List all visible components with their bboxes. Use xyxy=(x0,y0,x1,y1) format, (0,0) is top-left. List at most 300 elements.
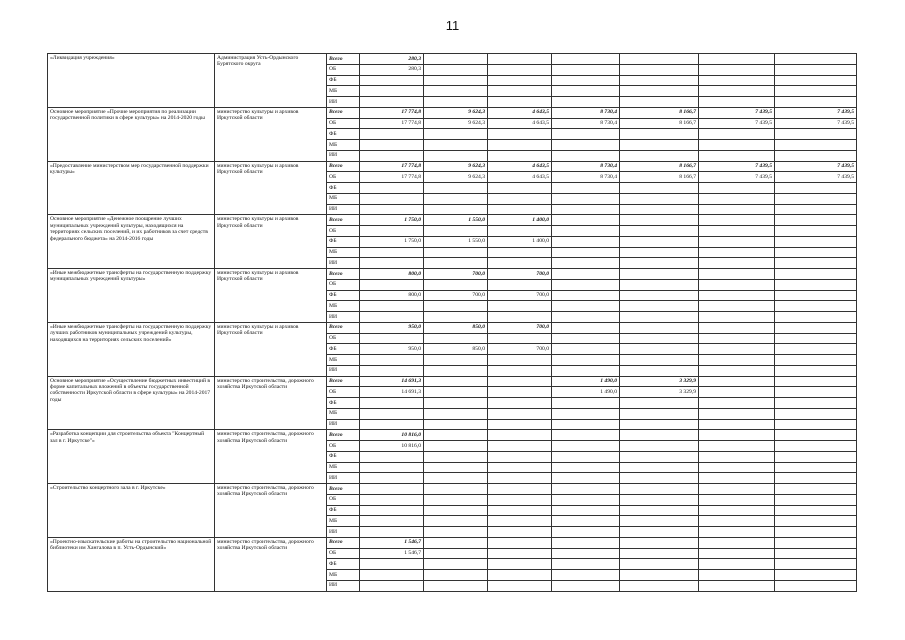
funding-source-cell: Всего xyxy=(327,322,360,333)
funding-source-cell: МБ xyxy=(327,408,360,419)
amount-cell xyxy=(424,398,488,409)
amount-cell xyxy=(620,97,699,108)
amount-cell xyxy=(488,86,552,97)
funding-source-cell: ОБ xyxy=(327,387,360,398)
amount-cell: 7 439,5 xyxy=(699,107,775,118)
amount-cell xyxy=(424,570,488,581)
amount-cell xyxy=(552,193,620,204)
amount-cell xyxy=(360,451,424,462)
amount-cell xyxy=(699,129,775,140)
executor-cell: министерство культуры и архивов Иркутской области xyxy=(215,322,327,376)
funding-source-cell: ФБ xyxy=(327,75,360,86)
funding-source-cell: ОБ xyxy=(327,226,360,237)
amount-cell: 800,0 xyxy=(360,290,424,301)
amount-cell xyxy=(424,494,488,505)
amount-cell xyxy=(699,97,775,108)
amount-cell xyxy=(552,204,620,215)
budget-table xyxy=(47,53,857,592)
amount-cell xyxy=(360,204,424,215)
amount-cell xyxy=(488,548,552,559)
amount-cell xyxy=(775,290,857,301)
amount-cell: 4 643,5 xyxy=(488,107,552,118)
amount-cell xyxy=(424,279,488,290)
amount-cell xyxy=(360,183,424,194)
amount-cell xyxy=(699,269,775,280)
amount-cell: 700,0 xyxy=(424,269,488,280)
amount-cell: 9 624,3 xyxy=(424,118,488,129)
amount-cell xyxy=(552,140,620,151)
amount-cell xyxy=(424,408,488,419)
amount-cell xyxy=(620,419,699,430)
amount-cell xyxy=(699,398,775,409)
amount-cell xyxy=(488,430,552,441)
amount-cell xyxy=(775,97,857,108)
amount-cell xyxy=(552,473,620,484)
amount-cell xyxy=(552,269,620,280)
amount-cell: 4 643,5 xyxy=(488,172,552,183)
amount-cell xyxy=(699,419,775,430)
amount-cell xyxy=(424,54,488,65)
amount-cell xyxy=(552,505,620,516)
amount-cell xyxy=(488,312,552,323)
amount-cell xyxy=(552,333,620,344)
amount-cell xyxy=(620,236,699,247)
amount-cell xyxy=(699,312,775,323)
executor-cell: министерство строительства, дорожного хозяйства Иркутской области xyxy=(215,484,327,538)
amount-cell xyxy=(699,462,775,473)
amount-cell xyxy=(775,86,857,97)
amount-cell xyxy=(360,279,424,290)
amount-cell xyxy=(552,484,620,495)
amount-cell xyxy=(424,193,488,204)
amount-cell xyxy=(360,559,424,570)
activity-name-cell: «Ликвидация учреждения» xyxy=(48,54,215,108)
amount-cell xyxy=(488,226,552,237)
funding-source-cell: ФБ xyxy=(327,451,360,462)
amount-cell xyxy=(488,419,552,430)
funding-source-cell: ОБ xyxy=(327,548,360,559)
amount-cell xyxy=(775,215,857,226)
amount-cell xyxy=(424,312,488,323)
amount-cell xyxy=(552,183,620,194)
amount-cell xyxy=(620,494,699,505)
amount-cell xyxy=(552,322,620,333)
amount-cell xyxy=(775,408,857,419)
amount-cell xyxy=(775,387,857,398)
amount-cell: 1 400,0 xyxy=(488,215,552,226)
amount-cell xyxy=(488,451,552,462)
executor-cell: министерство культуры и архивов Иркутской области xyxy=(215,107,327,161)
amount-cell xyxy=(620,269,699,280)
amount-cell xyxy=(488,97,552,108)
amount-cell: 8 730,4 xyxy=(552,107,620,118)
amount-cell xyxy=(488,140,552,151)
funding-source-cell: МБ xyxy=(327,462,360,473)
amount-cell xyxy=(552,86,620,97)
amount-cell xyxy=(775,430,857,441)
amount-cell xyxy=(488,54,552,65)
funding-source-cell: МБ xyxy=(327,140,360,151)
amount-cell xyxy=(775,355,857,366)
amount-cell xyxy=(775,473,857,484)
amount-cell xyxy=(552,54,620,65)
amount-cell xyxy=(620,537,699,548)
amount-cell: 14 691,3 xyxy=(360,376,424,387)
funding-source-cell: ИИ xyxy=(327,419,360,430)
amount-cell xyxy=(552,570,620,581)
amount-cell xyxy=(620,441,699,452)
amount-cell xyxy=(699,183,775,194)
amount-cell xyxy=(775,570,857,581)
amount-cell xyxy=(620,193,699,204)
amount-cell xyxy=(775,344,857,355)
amount-cell xyxy=(775,140,857,151)
amount-cell xyxy=(424,183,488,194)
amount-cell xyxy=(775,301,857,312)
amount-cell xyxy=(424,419,488,430)
amount-cell xyxy=(424,441,488,452)
amount-cell: 700,0 xyxy=(488,290,552,301)
amount-cell: 7 439,5 xyxy=(775,107,857,118)
funding-source-cell: МБ xyxy=(327,570,360,581)
amount-cell xyxy=(424,150,488,161)
amount-cell xyxy=(620,548,699,559)
amount-cell: 700,0 xyxy=(488,344,552,355)
table-row-total xyxy=(48,161,857,172)
amount-cell xyxy=(552,75,620,86)
amount-cell xyxy=(424,301,488,312)
funding-source-cell: Всего xyxy=(327,215,360,226)
amount-cell xyxy=(552,64,620,75)
amount-cell xyxy=(360,462,424,473)
funding-source-cell: ФБ xyxy=(327,129,360,140)
amount-cell xyxy=(620,527,699,538)
amount-cell xyxy=(552,312,620,323)
amount-cell xyxy=(620,140,699,151)
amount-cell xyxy=(552,537,620,548)
amount-cell xyxy=(424,387,488,398)
amount-cell xyxy=(360,97,424,108)
amount-cell: 280,3 xyxy=(360,54,424,65)
funding-source-cell: Всего xyxy=(327,54,360,65)
amount-cell xyxy=(552,516,620,527)
amount-cell xyxy=(424,484,488,495)
table-row-total xyxy=(48,376,857,387)
amount-cell xyxy=(620,279,699,290)
amount-cell xyxy=(360,140,424,151)
amount-cell xyxy=(552,301,620,312)
amount-cell xyxy=(699,537,775,548)
amount-cell: 950,0 xyxy=(360,322,424,333)
amount-cell xyxy=(424,430,488,441)
executor-cell: министерство строительства, дорожного хозяйства Иркутской области xyxy=(215,376,327,430)
amount-cell xyxy=(775,333,857,344)
amount-cell xyxy=(552,494,620,505)
funding-source-cell: ИИ xyxy=(327,365,360,376)
amount-cell: 950,0 xyxy=(360,344,424,355)
amount-cell xyxy=(488,527,552,538)
amount-cell xyxy=(775,75,857,86)
amount-cell xyxy=(488,258,552,269)
table-row-total xyxy=(48,484,857,495)
amount-cell xyxy=(360,398,424,409)
amount-cell xyxy=(699,236,775,247)
amount-cell xyxy=(552,462,620,473)
amount-cell xyxy=(699,193,775,204)
activity-name-cell: «Предоставление министерством мер государственной поддержки культуры» xyxy=(48,161,215,215)
amount-cell: 10 816,0 xyxy=(360,430,424,441)
executor-cell: министерство строительства, дорожного хозяйства Иркутской области xyxy=(215,537,327,591)
amount-cell xyxy=(424,97,488,108)
amount-cell xyxy=(775,451,857,462)
amount-cell xyxy=(360,494,424,505)
amount-cell xyxy=(620,451,699,462)
amount-cell xyxy=(488,247,552,258)
funding-source-cell: Всего xyxy=(327,161,360,172)
amount-cell: 1 546,7 xyxy=(360,537,424,548)
funding-source-cell: ОБ xyxy=(327,494,360,505)
funding-source-cell: ФБ xyxy=(327,398,360,409)
amount-cell xyxy=(775,494,857,505)
amount-cell xyxy=(552,258,620,269)
funding-source-cell: ИИ xyxy=(327,204,360,215)
amount-cell xyxy=(424,505,488,516)
funding-source-cell: ФБ xyxy=(327,559,360,570)
amount-cell xyxy=(552,226,620,237)
amount-cell xyxy=(488,559,552,570)
amount-cell xyxy=(552,398,620,409)
funding-source-cell: ИИ xyxy=(327,97,360,108)
funding-source-cell: ФБ xyxy=(327,290,360,301)
amount-cell xyxy=(488,279,552,290)
amount-cell: 8 166,7 xyxy=(620,107,699,118)
amount-cell xyxy=(699,527,775,538)
amount-cell xyxy=(775,54,857,65)
table-row-total xyxy=(48,215,857,226)
funding-source-cell: ФБ xyxy=(327,183,360,194)
amount-cell xyxy=(620,333,699,344)
amount-cell xyxy=(775,258,857,269)
funding-source-cell: МБ xyxy=(327,516,360,527)
amount-cell xyxy=(699,290,775,301)
amount-cell xyxy=(775,193,857,204)
amount-cell: 8 166,7 xyxy=(620,161,699,172)
executor-cell: министерство строительства, дорожного хозяйства Иркутской области xyxy=(215,430,327,484)
amount-cell xyxy=(488,408,552,419)
amount-cell xyxy=(775,580,857,591)
funding-source-cell: ИИ xyxy=(327,473,360,484)
amount-cell xyxy=(620,430,699,441)
amount-cell xyxy=(775,398,857,409)
funding-source-cell: МБ xyxy=(327,193,360,204)
amount-cell xyxy=(488,129,552,140)
amount-cell xyxy=(424,548,488,559)
amount-cell xyxy=(775,537,857,548)
amount-cell xyxy=(620,516,699,527)
funding-source-cell: Всего xyxy=(327,376,360,387)
amount-cell: 1 550,0 xyxy=(424,215,488,226)
amount-cell xyxy=(424,376,488,387)
funding-source-cell: МБ xyxy=(327,247,360,258)
funding-source-cell: ИИ xyxy=(327,527,360,538)
funding-source-cell: ФБ xyxy=(327,505,360,516)
amount-cell xyxy=(360,301,424,312)
funding-source-cell: Всего xyxy=(327,107,360,118)
amount-cell xyxy=(775,376,857,387)
amount-cell xyxy=(488,376,552,387)
amount-cell xyxy=(488,516,552,527)
amount-cell: 700,0 xyxy=(424,290,488,301)
funding-source-cell: ИИ xyxy=(327,312,360,323)
amount-cell xyxy=(699,451,775,462)
executor-cell: министерство культуры и архивов Иркутской области xyxy=(215,269,327,323)
amount-cell: 7 439,5 xyxy=(775,172,857,183)
amount-cell xyxy=(424,247,488,258)
amount-cell xyxy=(424,537,488,548)
activity-name-cell: Основное мероприятие «Прочие мероприятия по реализации государственной политики в сфере культуры» на 2014-2020 годы xyxy=(48,107,215,161)
amount-cell xyxy=(552,215,620,226)
amount-cell: 17 774,8 xyxy=(360,172,424,183)
activity-name-cell: «Строительство концертного зала в г. Иркутске» xyxy=(48,484,215,538)
amount-cell xyxy=(620,301,699,312)
amount-cell xyxy=(699,580,775,591)
amount-cell: 1 750,0 xyxy=(360,236,424,247)
amount-cell xyxy=(360,505,424,516)
amount-cell xyxy=(775,247,857,258)
amount-cell xyxy=(552,279,620,290)
amount-cell xyxy=(699,559,775,570)
amount-cell xyxy=(552,419,620,430)
amount-cell xyxy=(552,441,620,452)
funding-source-cell: ФБ xyxy=(327,344,360,355)
amount-cell xyxy=(620,408,699,419)
amount-cell xyxy=(424,226,488,237)
amount-cell: 8 730,4 xyxy=(552,161,620,172)
amount-cell xyxy=(620,580,699,591)
amount-cell xyxy=(775,527,857,538)
funding-source-cell: ИИ xyxy=(327,580,360,591)
amount-cell xyxy=(552,580,620,591)
amount-cell xyxy=(424,64,488,75)
amount-cell xyxy=(488,64,552,75)
amount-cell xyxy=(775,559,857,570)
amount-cell xyxy=(775,516,857,527)
amount-cell xyxy=(620,204,699,215)
amount-cell xyxy=(424,516,488,527)
amount-cell xyxy=(620,365,699,376)
amount-cell xyxy=(699,441,775,452)
amount-cell xyxy=(775,129,857,140)
amount-cell xyxy=(775,462,857,473)
amount-cell xyxy=(620,150,699,161)
amount-cell: 1 750,0 xyxy=(360,215,424,226)
amount-cell xyxy=(775,322,857,333)
amount-cell xyxy=(424,527,488,538)
amount-cell: 17 774,8 xyxy=(360,107,424,118)
amount-cell xyxy=(488,473,552,484)
amount-cell xyxy=(620,355,699,366)
amount-cell xyxy=(620,462,699,473)
funding-source-cell: ОБ xyxy=(327,64,360,75)
amount-cell xyxy=(775,204,857,215)
amount-cell xyxy=(699,226,775,237)
amount-cell xyxy=(620,258,699,269)
amount-cell: 1 546,7 xyxy=(360,548,424,559)
amount-cell: 1 490,0 xyxy=(552,376,620,387)
amount-cell xyxy=(699,279,775,290)
amount-cell: 8 730,4 xyxy=(552,118,620,129)
funding-source-cell: МБ xyxy=(327,86,360,97)
table-row-total xyxy=(48,54,857,65)
amount-cell xyxy=(552,365,620,376)
amount-cell: 1 550,0 xyxy=(424,236,488,247)
activity-name-cell: «Иные межбюджетные трансферты на государственную поддержку лучших работников муниципальных учреждений культуры, находящихся на территориях сельских поселений» xyxy=(48,322,215,376)
amount-cell xyxy=(620,559,699,570)
amount-cell: 7 439,5 xyxy=(699,161,775,172)
amount-cell xyxy=(620,344,699,355)
amount-cell xyxy=(620,64,699,75)
amount-cell xyxy=(488,398,552,409)
amount-cell xyxy=(552,290,620,301)
funding-source-cell: ИИ xyxy=(327,150,360,161)
amount-cell xyxy=(620,54,699,65)
table-row-total xyxy=(48,269,857,280)
funding-source-cell: ОБ xyxy=(327,279,360,290)
activity-name-cell: Основное мероприятие «Денежное поощрение лучших муниципальных учреждений культуры, находящихся на территориях сельских поселений, и их работников за счет средств федерального бюджета» на 2014-2016 годы xyxy=(48,215,215,269)
table-row-total xyxy=(48,107,857,118)
amount-cell xyxy=(360,355,424,366)
amount-cell xyxy=(360,365,424,376)
amount-cell xyxy=(360,312,424,323)
amount-cell xyxy=(488,193,552,204)
amount-cell xyxy=(699,548,775,559)
amount-cell xyxy=(775,505,857,516)
amount-cell: 4 643,5 xyxy=(488,161,552,172)
executor-cell: министерство культуры и архивов Иркутской области xyxy=(215,215,327,269)
amount-cell xyxy=(424,365,488,376)
amount-cell xyxy=(360,419,424,430)
amount-cell: 700,0 xyxy=(488,322,552,333)
amount-cell xyxy=(699,333,775,344)
amount-cell xyxy=(424,129,488,140)
amount-cell xyxy=(488,150,552,161)
amount-cell xyxy=(552,150,620,161)
table-row-total xyxy=(48,322,857,333)
amount-cell xyxy=(424,75,488,86)
funding-source-cell: Всего xyxy=(327,269,360,280)
amount-cell xyxy=(360,193,424,204)
amount-cell: 9 624,3 xyxy=(424,172,488,183)
amount-cell xyxy=(488,441,552,452)
amount-cell xyxy=(552,344,620,355)
amount-cell xyxy=(488,301,552,312)
amount-cell xyxy=(620,86,699,97)
amount-cell xyxy=(775,548,857,559)
amount-cell xyxy=(360,129,424,140)
funding-source-cell: Всего xyxy=(327,537,360,548)
amount-cell xyxy=(699,408,775,419)
amount-cell xyxy=(775,64,857,75)
amount-cell xyxy=(620,247,699,258)
amount-cell: 17 774,8 xyxy=(360,118,424,129)
amount-cell xyxy=(699,376,775,387)
amount-cell xyxy=(775,150,857,161)
amount-cell xyxy=(699,516,775,527)
amount-cell: 14 691,3 xyxy=(360,387,424,398)
amount-cell xyxy=(424,355,488,366)
amount-cell xyxy=(360,473,424,484)
amount-cell xyxy=(699,387,775,398)
